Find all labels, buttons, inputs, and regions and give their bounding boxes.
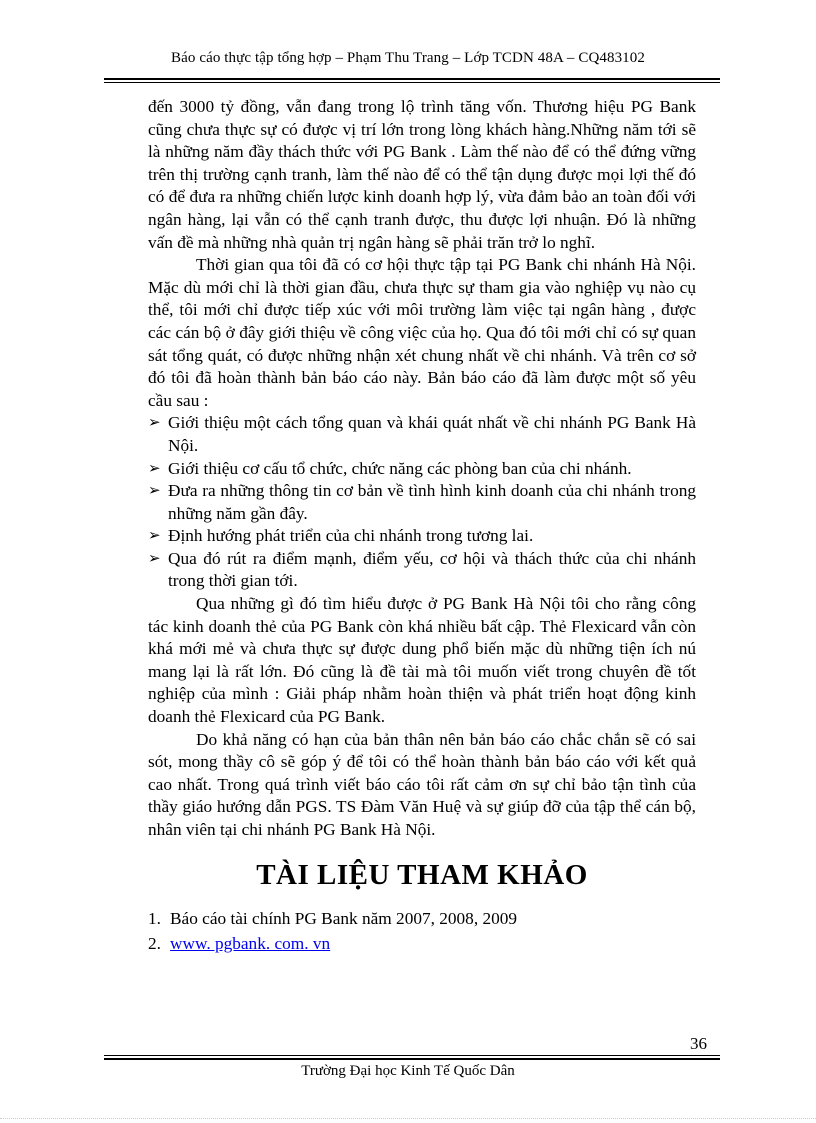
page-body (148, 96, 696, 956)
list-item: ➢ Giới thiệu một cách tổng quan và khái quát nhất về chi nhánh PG Bank Hà Nội. (148, 413, 696, 455)
references-heading: TÀI LIỆU THAM KHẢO (256, 858, 588, 891)
list-item: ➢ Giới thiệu cơ cấu tổ chức, chức năng các phòng ban của chi nhánh. (148, 458, 696, 481)
arrow-bullet-icon: ➢ (148, 483, 161, 500)
arrow-bullet-icon: ➢ (148, 460, 161, 477)
paragraph-acknowledgement: Do khả năng có hạn của bản thân nên bản báo cáo chắc chắn sẽ có sai sót, mong thầy cô sẽ góp ý để tôi có thể hoàn thành bản báo cáo với kết quả cao nhất. Trong quá trình viết báo cáo tôi rất cảm ơn sự chỉ bảo tận tình của thầy giáo hướng dẫn PGS. TS Đàm Văn Huệ và sự giúp đỡ của tập thể cán bộ, nhân viên tại chi nhánh PG Bank Hà Nội. (148, 729, 696, 839)
paragraph-intro: đến 3000 tỷ đồng, vẫn đang trong lộ trình tăng vốn. Thương hiệu PG Bank cũng chưa thực sự có được vị trí lớn trong lòng khách hàng.Những năm tới sẽ là những năm đầy thách thức với PG Bank . Làm thế nào để có thể đứng vững trên thị trường cạnh tranh, làm thế nào để có thể tận dụng được mọi lợi thế đó có để đưa ra những chiến lược kinh doanh hợp lý, vừa đảm bảo an toàn đối với ngân hàng, lại vẫn có thể cạnh tranh được, thu được lợi nhuận. Đó là những vấn đề mà những nhà quản trị ngân hàng sẽ phải trăn trở lo nghĩ. (148, 97, 696, 252)
list-item: ➢ Định hướng phát triển của chi nhánh trong tương lai. (148, 525, 696, 548)
references-list (148, 906, 696, 956)
paragraph-internship: Thời gian qua tôi đã có cơ hội thực tập tại PG Bank chi nhánh Hà Nội. Mặc dù mới chỉ là thời gian đầu, chưa thực sự tham gia vào nghiệp vụ nào cụ thể, tôi mới chỉ được tiếp xúc với môi trường làm việc tại ngân hàng , được các cán bộ ở đây giới thiệu về công việc của họ. Qua đó tôi mới chỉ có sự quan sát tổng quát, có được những nhận xét chung nhất về chi nhánh. Và trên cơ sở đó tôi đã hoàn thành bản báo cáo này. Bản báo cáo đã làm được một số yêu cầu sau : (148, 255, 696, 410)
page-header: Báo cáo thực tập tổng hợp – Phạm Thu Trang – Lớp TCDN 48A – CQ483102 (171, 50, 645, 66)
paragraph-card-business: Qua những gì đó tìm hiểu được ở PG Bank Hà Nội tôi cho rằng công tác kinh doanh thẻ của PG Bank còn khá nhiều bất cập. Thẻ Flexicard vẫn còn khá mới mẻ và chưa thực sự được dung phổ biến mặc dù những tiện ích nú mang lại là rất lớn. Đó cũng là đề tài mà tôi muốn viết trong chuyên đề tốt nghiệp của mình : Giải pháp nhằm hoàn thiện và phát triển hoạt động kinh doanh thẻ Flexicard của PG Bank. (148, 594, 696, 727)
requirements-list (148, 412, 696, 593)
footer-rule-thin (104, 1055, 720, 1056)
arrow-bullet-icon: ➢ (148, 528, 161, 545)
reference-item: 1. Báo cáo tài chính PG Bank năm 2007, 2008, 2009 (148, 909, 518, 929)
arrow-bullet-icon: ➢ (148, 415, 161, 432)
reference-item: 2. www. pgbank. com. vn (148, 934, 331, 954)
pgbank-website-link[interactable]: www. pgbank. com. vn (170, 934, 331, 954)
page-footer: Trường Đại học Kinh Tế Quốc Dân (301, 1063, 515, 1079)
page-edge-divider (0, 1118, 816, 1119)
page-number: 36 (690, 1034, 707, 1053)
list-item: ➢ Qua đó rút ra điểm mạnh, điểm yếu, cơ hội và thách thức của chi nhánh trong thời gian tới. (148, 548, 696, 591)
header-rule (104, 78, 720, 80)
list-item: ➢ Đưa ra những thông tin cơ bản về tình hình kinh doanh của chi nhánh trong những năm gần đây. (148, 481, 696, 523)
arrow-bullet-icon: ➢ (148, 550, 161, 567)
header-rule-thin (104, 82, 720, 83)
footer-rule (104, 1058, 720, 1060)
